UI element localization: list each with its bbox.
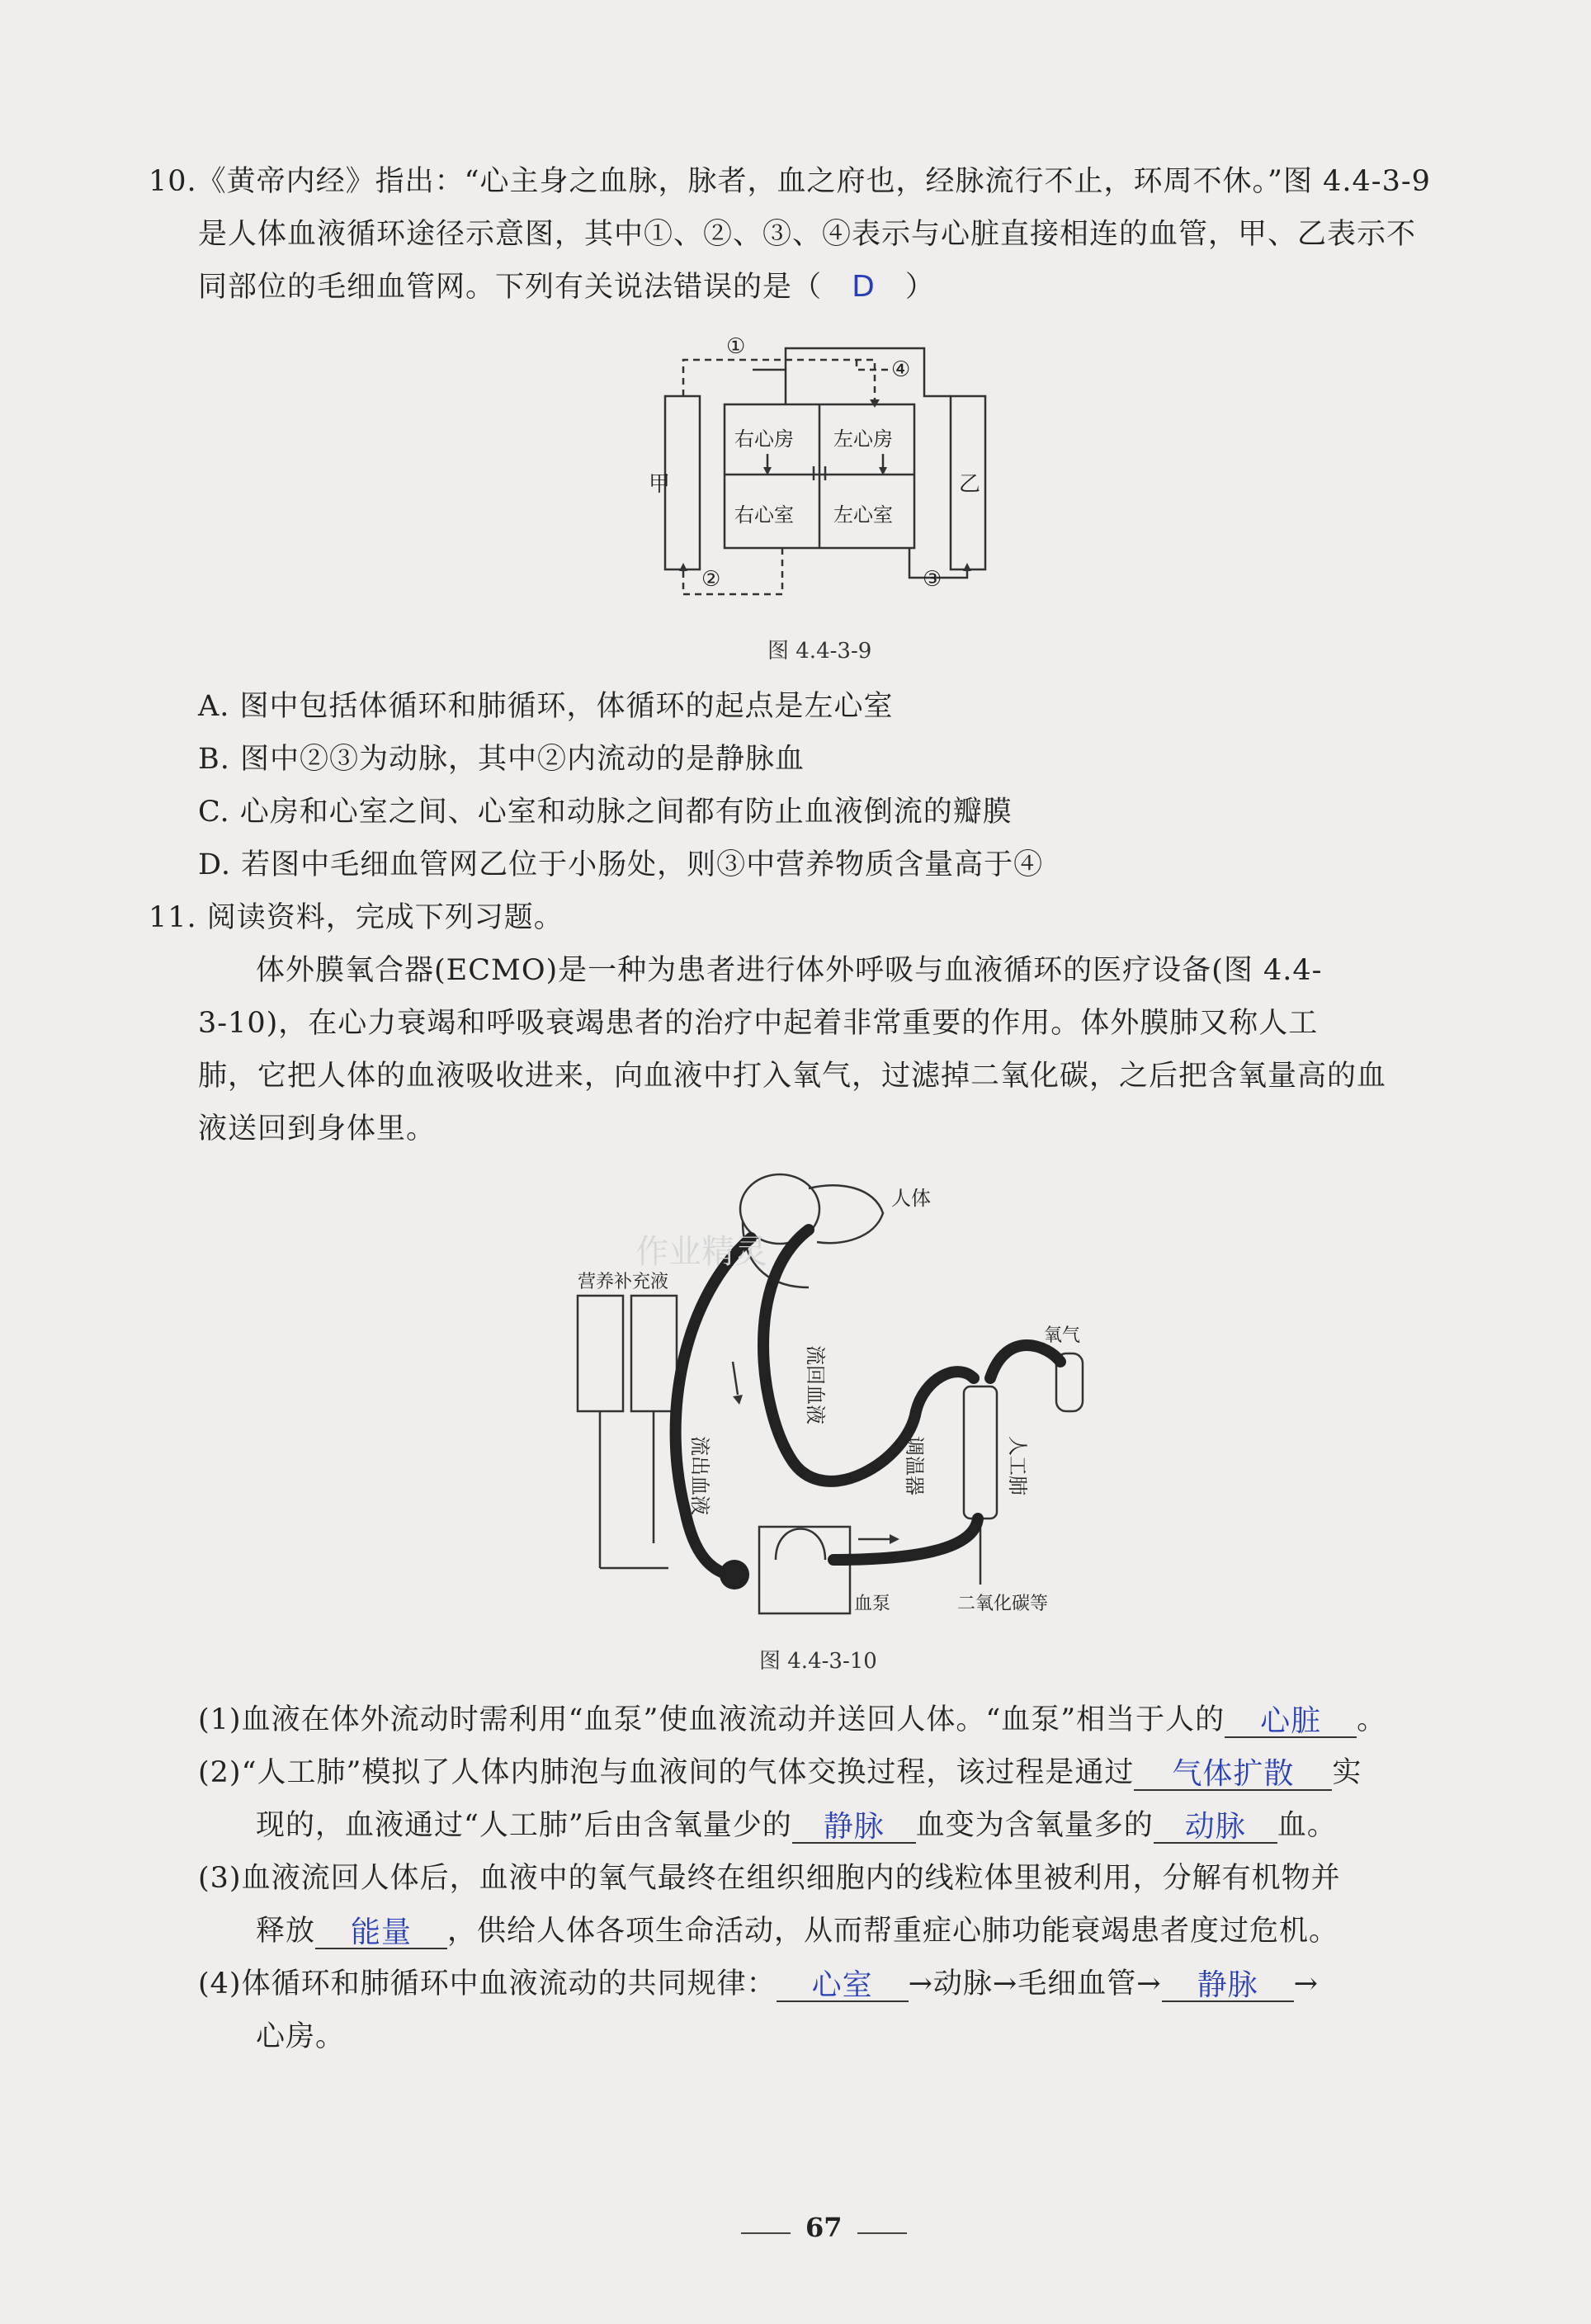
sub1-answer: 心脏 — [1260, 1704, 1322, 1738]
option-a: A. 图中包括体循环和肺循环，体循环的起点是左心室 — [198, 690, 894, 723]
sub2-text1: (2)“人工肺”模拟了人体内肺泡与血液间的气体交换过程，该过程是通过 — [198, 1756, 1135, 1789]
oxygen-label: 氧气 — [1044, 1325, 1081, 1346]
sub4-answer2: 静脉 — [1197, 1968, 1258, 2002]
artificial-lung-label: 人工肺 — [1006, 1436, 1029, 1495]
left-ventricle-label: 左心室 — [833, 503, 893, 527]
q11-stem: 11. 阅读资料，完成下列习题。 — [149, 901, 564, 934]
vessel-2-label: ② — [701, 567, 721, 592]
q11-passage-1: 体外膜氧合器(ECMO)是一种为患者进行体外呼吸与血液循环的医疗设备(图 4.4- — [256, 954, 1323, 987]
page-number: 67 — [805, 2212, 843, 2243]
right-ventricle-label: 右心室 — [734, 503, 794, 527]
q10-line3-text: 同部位的毛细血管网。下列有关说法错误的是（ — [198, 271, 823, 304]
out-blood-label: 流出血液 — [688, 1436, 711, 1515]
q11-passage-4: 液送回到身体里。 — [198, 1112, 437, 1145]
q10-line3-close: ） — [905, 271, 936, 304]
option-b: B. 图中②③为动脉，其中②内流动的是静脉血 — [198, 743, 805, 776]
figure-10-caption: 图 4.4-3-10 — [759, 1649, 877, 1674]
body-label: 人体 — [891, 1187, 931, 1210]
sub1-end: 。 — [1357, 1703, 1387, 1736]
capillary-jia-box — [665, 396, 700, 569]
sub2-line1 — [198, 1755, 1362, 1791]
q10-line3 — [198, 269, 935, 305]
watermark: 作业精灵 — [635, 1233, 767, 1271]
ecmo-diagram — [561, 1164, 1089, 1626]
vessel-3-label: ③ — [923, 567, 942, 592]
q11-passage-3: 肺，它把人体的血液吸收进来，向血液中打入氧气，过滤掉二氧化碳，之后把含氧量高的血 — [198, 1060, 1387, 1093]
back-blood-label: 流回血液 — [804, 1345, 827, 1424]
sub3-line2 — [256, 1913, 1338, 1949]
heater-label: 调温器 — [903, 1436, 926, 1495]
nutrient-label: 营养补充液 — [578, 1272, 669, 1292]
option-c: C. 心房和心室之间、心室和动脉之间都有防止血液倒流的瓣膜 — [198, 796, 1013, 829]
sub1-text: (1)血液在体外流动时需利用“血泵”使血液流动并送回人体。“血泵”相当于人的 — [198, 1703, 1225, 1736]
sub4-line2: 心房。 — [256, 2020, 346, 2053]
sub2-line2 — [256, 1807, 1337, 1844]
sub1-line — [198, 1702, 1386, 1738]
sub4-text-mid: →动脉→毛细血管→ — [908, 1967, 1162, 2000]
sub2-text2c: 血。 — [1277, 1809, 1337, 1842]
q10-line1: 10.《黄帝内经》指出：“心主身之血脉，脉者，血之府也，经脉流行不止，环周不休。”图 4.4-3-9 — [149, 165, 1431, 198]
yi-label: 乙 — [959, 472, 981, 497]
right-atrium-label: 右心房 — [734, 427, 794, 451]
pump-label: 血泵 — [854, 1594, 891, 1614]
sub3-text-pre: 释放 — [256, 1915, 316, 1948]
footer-dash-right — [857, 2232, 907, 2234]
q11-passage-2: 3-10)，在心力衰竭和呼吸衰竭患者的治疗中起着非常重要的作用。体外膜肺又称人工 — [198, 1007, 1319, 1040]
vessel-4-label: ④ — [891, 357, 911, 382]
q10-answer: D — [852, 270, 876, 304]
sub2-answer3: 动脉 — [1184, 1810, 1246, 1844]
sub2-text2a: 现的，血液通过“人工肺”后由含氧量少的 — [256, 1809, 792, 1842]
sub2-answer1: 气体扩散 — [1172, 1757, 1295, 1791]
q10-line2: 是人体血液循环途径示意图，其中①、②、③、④表示与心脏直接相连的血管，甲、乙表示不 — [198, 218, 1417, 251]
sub2-text2b: 血变为含氧量多的 — [915, 1809, 1154, 1842]
sub2-answer2: 静脉 — [823, 1810, 885, 1844]
figure-9-caption: 图 4.4-3-9 — [767, 639, 872, 664]
sub4-line1 — [198, 1966, 1319, 2002]
left-atrium-label: 左心房 — [833, 427, 893, 451]
sub4-arrow: → — [1293, 1967, 1319, 2000]
vessel-1-label: ① — [726, 334, 746, 359]
co2-label: 二氧化碳等 — [957, 1594, 1049, 1614]
jia-label: 甲 — [649, 472, 671, 497]
sub4-text-pre: (4)体循环和肺循环中血液流动的共同规律： — [198, 1967, 777, 2000]
footer-dash-left — [741, 2232, 791, 2234]
page-footer — [726, 2212, 922, 2243]
sub4-answer1: 心室 — [811, 1968, 873, 2002]
circulation-diagram — [644, 330, 990, 611]
sub3-answer: 能量 — [351, 1915, 413, 1949]
sub3-text-post: ，供给人体各项生命活动，从而帮重症心肺功能衰竭患者度过危机。 — [447, 1915, 1339, 1948]
option-d: D. 若图中毛细血管网乙位于小肠处，则③中营养物质含量高于④ — [198, 848, 1044, 881]
sub3-line1: (3)血液流回人体后，血液中的氧气最终在组织细胞内的线粒体里被利用，分解有机物并 — [198, 1862, 1341, 1895]
sub2-text1-end: 实 — [1332, 1756, 1362, 1789]
